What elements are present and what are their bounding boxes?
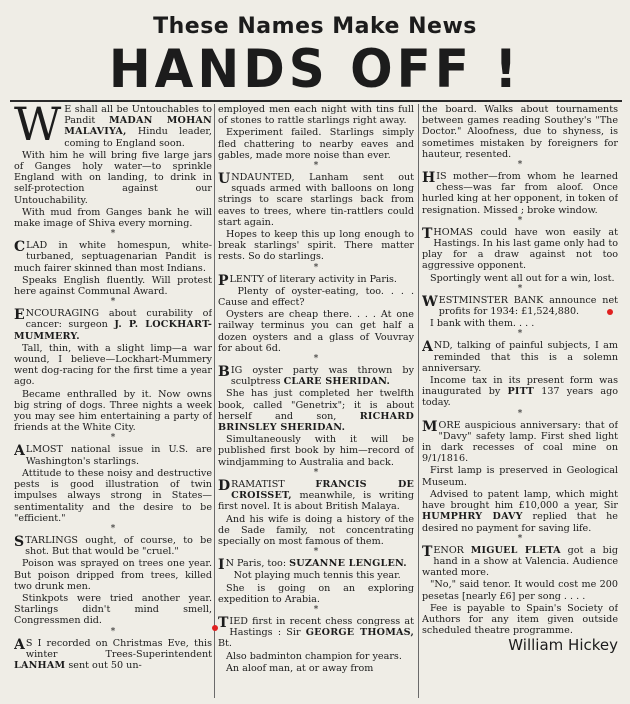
paragraph: Stinkpots were tried another year. Starlings didn't mind smell, Congressmen did.: [14, 592, 212, 627]
separator-star: *: [110, 297, 116, 308]
paragraph: Hopes to keep this up long enough to break starlings' spirit. There matter rests. So do starlings.: [218, 229, 414, 263]
separator-star: *: [313, 161, 319, 172]
paragraph: Also badminton champion for years.: [226, 650, 402, 662]
red-marker-dot: [607, 309, 613, 315]
item-paragraph: H IS mother—from whom he learned chess—was far from aloof. Once hurled king at her opponent, in token of resignation. Missed ; broke window.: [422, 170, 618, 216]
paragraph: With mud from Ganges bank he will make image of Shiva every morning.: [14, 206, 212, 230]
paragraph: Plenty of oyster-eating, too. . . . Cause and effect?: [218, 285, 414, 309]
separator-star: *: [313, 547, 319, 558]
paragraph: Experiment failed. Starlings simply fled chattering to nearby eaves and gables, made more noise than ever.: [218, 127, 414, 161]
separator-star: *: [313, 467, 319, 478]
separator-star: *: [313, 604, 319, 615]
paragraph: Sportingly went all out for a win, lost.: [430, 272, 615, 284]
paragraph: An aloof man, at or away from: [226, 662, 374, 674]
header-rule: [10, 100, 622, 102]
separator-star: *: [517, 408, 523, 419]
separator-star: *: [110, 433, 116, 444]
paragraph: Became enthralled by it. Now owns big string of dogs. Three nights a week you may see him entertaining a party of friends at the White City.: [14, 388, 212, 434]
person-name: J. P. LOCKHART-MUMMERY.: [14, 319, 212, 342]
paragraph: Simultaneously with it will be published first book by him—record of windjamming to Australia and back.: [218, 434, 414, 468]
drop-cap: W: [14, 104, 62, 151]
paragraph: Not playing much tennis this year.: [233, 570, 401, 582]
item-paragraph: T ENOR MIGUEL FLETA got a big hand in a show at Valencia. Audience wanted more.: [422, 543, 618, 579]
column-3: [422, 104, 618, 698]
lead-paragraph: W E shall all be Untouchables to Pandit MADAN MOHAN MALAVIYA, Hindu leader, coming to England soon.: [14, 104, 212, 151]
item-paragraph: P LENTY of literary activity in Paris.: [218, 272, 397, 289]
paragraph: Poison was sprayed on trees one year. But poison dripped from trees, killed two drunk men.: [14, 558, 212, 592]
column-divider-2: [418, 104, 419, 698]
paragraph: And his wife is doing a history of the de Sade family, not concentrating specially on most famous of them.: [218, 513, 414, 547]
separator-star: *: [110, 626, 116, 637]
person-name: PITT: [507, 386, 534, 398]
column-2: [218, 104, 414, 698]
item-paragraph: E NCOURAGING about curability of cancer: surgeon J. P. LOCKHART-MUMMERY.: [14, 307, 212, 342]
separator-star: *: [110, 523, 116, 534]
paragraph: Oysters are cheap there. . . . At one railway terminus you can get half a dozen oysters and a glass of Vouvray for about 6d.: [218, 309, 414, 354]
item-paragraph: A S I recorded on Christmas Eve, this winter Trees-Superintendent LANHAM sent out 50 un-: [14, 636, 212, 671]
item-paragraph: A ND, talking of painful subjects, I am reminded that this is a solemn anniversary.: [422, 339, 618, 374]
item-paragraph: S TARLINGS ought, of course, to be shot. But that would be "cruel.": [14, 533, 212, 558]
person-name: MADAN MOHAN MALAVIYA,: [64, 115, 212, 138]
separator-star: *: [517, 160, 523, 171]
item-paragraph: I N Paris, too: SUZANNE LENGLEN.: [218, 557, 407, 574]
separator-star: *: [110, 229, 116, 240]
item-paragraph: T HOMAS could have won easily at Hastings. In his last game only had to play for a draw against not too aggressive opponent.: [422, 225, 618, 272]
item-paragraph: T IED first in recent chess congress at Hastings : Sir GEORGE THOMAS, Bt.: [218, 614, 414, 650]
paragraph: Income tax in its present form was inaugurated by PITT 137 years ago today.: [422, 375, 618, 409]
person-name: SUZANNE LENGLEN.: [289, 558, 407, 570]
paragraph: I bank with them. . . .: [430, 318, 535, 330]
separator-star: *: [517, 215, 523, 226]
person-name: GEORGE THOMAS,: [305, 627, 414, 639]
separator-star: *: [313, 262, 319, 273]
paragraph: Tall, thin, with a slight limp—a war wound, I believe—Lockhart-Mummery went dog-racing for the first time a year ago.: [14, 342, 212, 388]
item-paragraph: W ESTMINSTER BANK announce net profits for 1934: £1,524,880.: [422, 293, 618, 318]
red-marker-dot: [212, 625, 218, 631]
paragraph: Fee is payable to Spain's Society of Authors for any item given outside scheduled theatre programme.: [422, 602, 618, 637]
headline: HANDS OFF !: [108, 38, 522, 100]
person-name: HUMPHRY DAVY: [422, 511, 523, 523]
item-paragraph: C LAD in white homespun, white-turbaned, septuagenarian Pandit is much fairer skinned than most Indians.: [14, 239, 212, 274]
paragraph: Attitude to these noisy and destructive pests is good illustration of twin impulses always strong in States—sentimentality and the desire to be "efficient.": [14, 467, 212, 524]
item-paragraph: M ORE auspicious anniversary: that of "Davy" safety lamp. First shed light in dark recesses of coal mine on 9/1/1816.: [422, 418, 618, 465]
paragraph: She has just completed her twelfth book, called "Genetrix"; it is about herself and son, RICHARD BRINSLEY SHERIDAN.: [218, 388, 414, 434]
separator-star: *: [517, 283, 523, 294]
paragraph: With him he will bring five large jars of Ganges holy water—to sprinkle England with on landing, to drink in self-protection against our Untouchability.: [14, 149, 212, 206]
item-paragraph: D RAMATIST FRANCIS DE CROISSET, meanwhile, is writing first novel. It is about British Malaya.: [218, 477, 414, 513]
byline-signature: William Hickey: [508, 636, 618, 655]
item-paragraph: U NDAUNTED, Lanham sent out squads armed with balloons on long strings to scare starlings back from eaves to trees, where tin-rattlers could start again.: [218, 171, 414, 228]
paragraph: Advised to patent lamp, which might have brought him £10,000 a year, Sir HUMPHRY DAVY replied that he desired no payment for saving life.: [422, 488, 618, 534]
paragraph: She is going on an exploring expedition to Arabia.: [218, 582, 414, 605]
item-paragraph: A LMOST national issue in U.S. are Washington's starlings.: [14, 443, 212, 467]
person-name: RICHARD BRINSLEY SHERIDAN.: [218, 410, 414, 434]
person-name: MIGUEL FLETA: [470, 544, 561, 556]
person-name: LANHAM: [14, 659, 66, 671]
column-divider-1: [214, 104, 215, 698]
separator-star: *: [517, 533, 523, 544]
person-name: FRANCIS DE CROISSET,: [231, 478, 414, 502]
paragraph: the board. Walks about tournaments between games reading Southey's "The Doctor." Aloofness, due to shyness, is sometimes mistaken by foreigners for hauteur, resented.: [422, 104, 618, 160]
person-name: CLARE SHERIDAN.: [283, 376, 391, 388]
kicker-title: These Names Make News: [153, 14, 477, 39]
paragraph: Speaks English fluently. Will protest here against Communal Award.: [14, 274, 212, 298]
paragraph: First lamp is preserved in Geological Museum.: [422, 465, 618, 488]
item-paragraph: B IG oyster party was thrown by sculptress CLARE SHERIDAN.: [218, 364, 414, 388]
paragraph: "No," said tenor. It would cost me 200 pesetas [nearly £6] per song . . . .: [422, 579, 618, 602]
separator-star: *: [313, 354, 319, 365]
separator-star: *: [517, 329, 523, 340]
paragraph: employed men each night with tins full of stones to rattle starlings right away.: [218, 104, 414, 127]
column-1: [14, 104, 212, 698]
